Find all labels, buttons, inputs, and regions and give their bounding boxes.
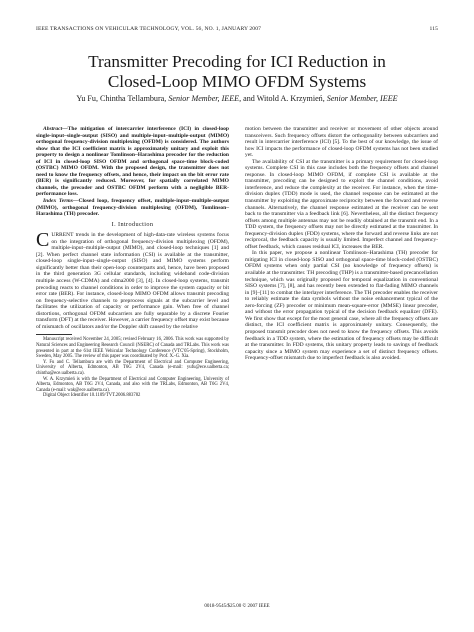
index-terms-label: Index Terms [43, 198, 73, 205]
intro-paragraph [36, 229, 229, 330]
intro-text: trends in the development of high-data-rate wireless systems focus on the integration of orthogonal frequency-division multiplexing (OFDM), multiple-input–multiple-output (MIMO), and closed-loop techniques [1] and [2]. When perfect channel state information (CSI) is available at the transmitter, closed-loop single-input–single-output (SISO) and MIMO systems perform significantly better than their open-loop counterparts and, hence, have been proposed in the third generation 3G cellular standards, including wideband code-division multiple access (W-CDMA) and cdma2000 [3], [4]. In closed-loop systems, transmit precoding reacts to channel conditions in order to improve the system capacity or bit error rate (BER). For instance, closed-loop MIMO OFDM allows transmit precoding on frequency-selective channels to preprocess signals at the subcarrier level and facilitates the utilization of capacity or performance gain. When free of channel distortions, orthogonal OFDM subcarriers are fully separable by a discrete Fourier transform (DFT) at the receiver. However, a carrier frequency offset may exist because of mismatch of oscillators and/or the Doppler shift caused by the relative [36, 232, 229, 330]
author-line [30, 94, 444, 103]
index-terms-text: —Closed loop, frequency offset, multiple-input–multiple-output (MIMO), orthogonal frequency-division multiplexing (OFDM), Tomlinson–Harashima (TH) precoder. [36, 198, 229, 218]
title-line-2: Closed-Loop MIMO OFDM Systems [107, 71, 367, 91]
footnote-affiliation-2: W. A. Krzymień is with the Department of Electrical and Computer Engineering, University of Alberta, Edmonton, AB T6G 2V4, Canada, and also with the TRLabs, Edmonton, AB T6G 2V4, Canada (e-mail: wak@ece.ualberta.ca). [36, 376, 229, 393]
journal-name: IEEE TRANSACTIONS ON VEHICULAR TECHNOLOGY, VOL. 56, NO. 1, JANUARY 2007 [36, 26, 261, 32]
abstract [36, 126, 229, 198]
footnote-manuscript: Manuscript received November 24, 2005; revised February 16, 2006. This work was supported by Natural Sciences and Engineering Research Council (NSERC) of Canada and TRLabs. This work was presented in part at the 61st IEEE Vehicular Technology Conference (VTC'05-Spring), Stockholm, Sweden, May 2005. The review of this paper was coordinated by Prof. X.-G. Xia. [36, 337, 229, 360]
footnote-affiliation-1: Y. Fu and C. Tellambura are with the Department of Electrical and Computer Engineering, University of Alberta, Edmonton, AB T6G 2V4, Canada (e-mail: yufu@ece.ualberta.ca; chintha@ece.ualberta.ca). [36, 359, 229, 376]
right-column [245, 126, 438, 362]
footnotes [36, 337, 229, 399]
footnote-divider [36, 334, 72, 335]
left-column [36, 126, 229, 399]
running-header [36, 26, 438, 35]
body-paragraph-2: The availability of CSI at the transmitter is a primary requirement for closed-loop systems. Complete CSI in this case includes both the frequency offsets and channel response. In closed-loop MIMO OFDM, if complete CSI is available at the transmitter, precoding can be designed to exploit the channel conditions, avoid interference, and reduce the complexity at the receiver. For instance, when the time-division duplex (TDD) mode is used, the channel response can be estimated at the transmitter by exploiting the approximate reciprocity between the forward and reverse channels. Alternatively, the channel response estimated at the receiver can be sent back to the transmitter via a feedback link [6]. Nevertheless, all the distinct frequency offsets among multiple antennas may not be readily obtained at the transmit end. In a TDD system, the frequency offsets may not be directly estimated at the transmitter. In frequency-division duplex (FDD) systems, where the forward and reverse links are not reciprocal, the feedback capacity is usually limited. Imperfect channel and frequency-offset feedback, which causes residual ICI, increases the BER. [245, 158, 438, 250]
author-2: and Witold A. Krzymień, [243, 94, 325, 103]
abstract-text: —The mitigation of intercarrier interference (ICI) in closed-loop single-input–single-output (SISO) and multiple-input–multiple-output (MIMO) orthogonal frequency-division multiplexing (OFDM) is considered. The authors show that the ICI coefficient matrix is approximately unitary and exploit this property to design a nonlinear Tomlinson–Harashima precoder for the reduction of ICI in closed-loop SISO OFDM and orthogonal space-time block-coded (OSTBC) MIMO OFDM. With the proposed design, the transmitter does not need to know the frequency offsets, and hence, their impact on the bit error rate (BER) is significantly reduced. Moreover, for spatially correlated MIMO channels, the precoder and OSTBC OFDM perform with a negligible BER-performance loss. [36, 126, 229, 198]
author-1-role: Senior Member, IEEE, [168, 94, 242, 103]
section-heading: I. Introduction [111, 220, 154, 228]
paper-title [30, 52, 444, 91]
author-2-role: Senior Member, IEEE [326, 94, 398, 103]
body-paragraph-1: motion between the transmitter and receiver or movement of other objects around transceivers. Such frequency offsets distort the orthogonality between subcarriers and result in intercarrier interference (ICI) [5]. To the best of our knowledge, the issue of how ICI impacts the performance of closed-loop OFDM systems has not been studied yet. [245, 126, 438, 159]
intro-first-word: URRENT [51, 232, 74, 239]
copyright-line: 0018-9545/$25.00 © 2007 IEEE [204, 604, 270, 609]
body-paragraph-3: In this paper, we propose a nonlinear Tomlinson–Harashima (TH) precoder for mitigating ICI in closed-loop SISO and orthogonal space-time block-coded (OSTBC) OFDM systems when only partial CSI (no knowledge of frequency offsets) is available at the transmitter. TH precoding (THP) is a transmitter-based precancellation technique, which was originally proposed for temporal equalization in conventional SISO systems [7], [8], and has recently been extended to flat-fading MIMO channels in [9]–[11] to combat the interlayer interference. The TH precoder enables the receiver to reliably estimate the data symbols without the noise enhancement typical of the zero-forcing (ZF) precoder or minimum mean-square-error (MMSE) linear precoder, and without the error propagation typical of the decision feedback equalizer (DFE). We first show that except for the most general case, where all the frequency offsets are distinct, the ICI coefficient matrix is approximately unitary. Consequently, the proposed transmit precoder does not need to know the frequency offsets. This avoids feedback in a TDD system, where the estimation of frequency offsets may be difficult at the transmitter. In FDD systems, this unitary property leads to savings of feedback capacity since a MIMO system may experience a set of distinct frequency offsets. Frequency-offset mismatch due to imperfect feedback is also avoided. [245, 250, 438, 362]
page-number: 115 [429, 26, 438, 32]
footnote-doi: Digital Object Identifier 10.1109/TVT.2006.883782 [43, 393, 141, 399]
index-terms [36, 198, 229, 218]
author-1: Yu Fu, Chintha Tellambura, [76, 94, 167, 103]
title-line-1: Transmitter Precoding for ICI Reduction in [88, 52, 386, 71]
drop-cap: C [36, 229, 50, 252]
abstract-label: Abstract [43, 126, 63, 132]
